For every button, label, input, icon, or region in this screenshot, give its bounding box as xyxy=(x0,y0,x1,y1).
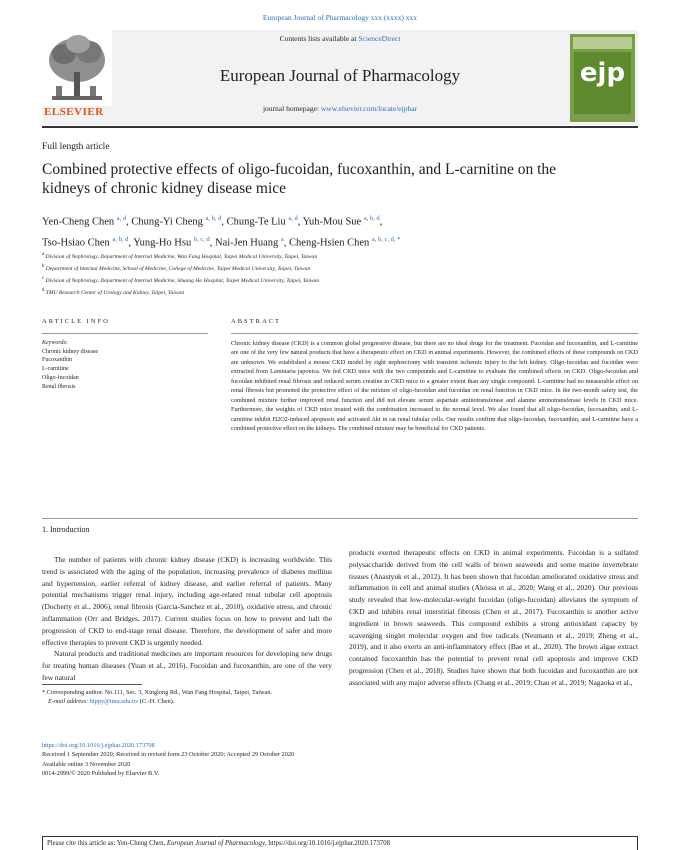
author-affiliation-marker[interactable]: a, b, d xyxy=(363,215,380,222)
affiliations xyxy=(42,250,642,297)
author-line-1 xyxy=(42,210,642,231)
publication-info xyxy=(42,741,602,778)
intro-paragraph-2: Natural products and traditional medicines are important resources for developing new drugs for treating human diseases (Yuan et al., 2016). Fucoidan and fucoxanthin, are one of the very few natural xyxy=(42,649,332,682)
article-type: Full length article xyxy=(42,142,110,152)
doi-link[interactable]: https://doi.org/10.1016/j.ejphar.2020.173708 xyxy=(42,742,155,749)
keyword-item: Chronic kidney disease xyxy=(42,348,98,355)
author-affiliation-marker[interactable]: a, d xyxy=(288,215,298,222)
author-name: , Cheng-Hsien Chen xyxy=(283,237,372,248)
article-info-rule xyxy=(42,333,208,334)
intro-paragraph-3: products exerted therapeutic effects on CKD in animal experiments. Fucoidan is a sulfated polysaccharide derived from the cell walls of brown seaweeds and some marine invertebrate tissues (Anastyuk et al., 2012). It has been shown that fucoidan ameliorated oxidative stress and inflammation in cell and animal studies (Aleissa et al., 2020; Wang et al., 2020). Our previous study revealed that low-molecular-weight fucoidan (oligo-fucoidan) alleviates the symptom of CKD and inhibits renal interstitial fibrosis (Chen et al., 2017). Fucoxanthin is another active ingredient in brown seaweeds. This compound exhibits a strong antioxidant capacity by scavenging singlet molecular oxygen and free radicals (Neumann et al., 2019; Zheng et al., 2019), and it also exerts an anti-inflammatory effect (Bae et al., 2020). The brown algae extract contained fucoxanthin has the potential to prevent renal cell apoptosis and improve CKD progression (Chen et al., 2018). Studies have shown that both fucoidan and fucoxanthin are not associated with any major adverse effects (Chang et al., 2019; Chau et al., 2019; Nagaoka et al., xyxy=(349,548,638,687)
email-label: E-mail address: xyxy=(48,698,90,706)
author-list xyxy=(42,210,642,251)
author-affiliation-marker[interactable]: a, b, d xyxy=(112,235,129,243)
author-name: Tso-Hsiao Chen xyxy=(42,237,113,248)
affiliation-item xyxy=(42,262,642,274)
article-title: Combined protective effects of oligo-fucoidan, fucoxanthin, and L-carnitine on the kidneys of chronic kidney disease mice xyxy=(42,161,557,197)
body-column-left xyxy=(42,554,332,684)
citation-box xyxy=(42,836,638,850)
journal-cover[interactable] xyxy=(570,34,635,122)
citation-suffix[interactable]: , https://doi.org/10.1016/j.ejphar.2020.173708 xyxy=(264,840,391,847)
corresponding-author: * Corresponding author. No.111, Sec. 3, Xinglong Rd., Wan Fang Hospital, Taipei, Taiwan. xyxy=(42,689,273,696)
abstract-heading: ABSTRACT xyxy=(231,318,281,325)
author-affiliation-marker[interactable]: a xyxy=(280,235,284,243)
affiliation-text: Division of Nephrology, Department of Internal Medicine, Shuang Ho Hospital, Taipei Medical University, Taipei, Taiwan xyxy=(44,277,320,284)
email-suffix: (C.-H. Chen). xyxy=(138,698,175,706)
author-name: , Chung-Yi Cheng xyxy=(126,216,206,228)
email-line xyxy=(42,697,602,706)
section-heading-introduction: 1. Introduction xyxy=(42,525,90,534)
affiliation-marker: a xyxy=(42,252,45,257)
author-affiliation-marker[interactable]: a, d xyxy=(116,215,127,222)
keywords-block xyxy=(42,339,212,391)
footnote-rule xyxy=(42,684,142,685)
body-column-right xyxy=(349,547,638,689)
affiliation-text: TMU Research Center of Urology and Kidney, Taipei, Taiwan xyxy=(44,289,185,296)
header-rule xyxy=(42,126,638,128)
cover-logo: ejp xyxy=(579,58,626,88)
homepage-prefix: journal homepage: xyxy=(262,104,321,113)
author-name: , Yuh-Mou Sue xyxy=(297,216,364,228)
homepage-line xyxy=(42,104,638,113)
keywords-label: Keywords: xyxy=(42,340,68,346)
keyword-item: Oligo-fucoidan xyxy=(42,374,79,381)
author-line-2 xyxy=(42,231,642,252)
author-affiliation-marker[interactable]: b, c, d xyxy=(193,235,210,243)
cover-banner xyxy=(573,37,632,49)
abstract-text: Chronic kidney disease (CKD) is a common global progressive disease, but there are no ideal drugs for the treatment. Fucoidan and fucoxanthin, and L-carnitine are one of the very few natural products that have a therapeutic effect on CKD in animal experiments. However, the combined effects of these compounds on CKD are unknown. We established a mouse CKD model by right nephrectomy with transient ischemic injury to the left kidney. Oligo-fucoidan and fucoidan were extracted from Laminaria japonica. We fed CKD mice with the two compounds and L-carnitine to evaluate the combined effects on CKD. Oligo-fucoidan and fucoidan inhibited renal fibrosis and reduced serum creatine in CKD mice to a greater extent than any single compound. L-carnitine had no measurable effect on renal fibrosis but promoted the protective effect of the mixture of oligo-fucoidan and fucoidan on renal function in CKD mice. In the two-month safety test, the combined mixture further improved renal function and did not elevate serum aspartate aminotransferase and alanine aminotransferase levels in CKD mice. Furthermore, the weights of CKD mice treated with the combination increased to the normal level. We also found that all oligo-fucoidan, fucoxanthin, and L-carnitine inhibit H2O2-induced apoptosis and activated Akt in rat renal tubular cells. Our results confirm that oligo-fucoidan, fucoxanthin, and L-carnitine have a combined protective effect on the kidneys. The combined mixture may be beneficial for CKD patients. xyxy=(231,340,638,433)
author-name: Yen-Cheng Chen xyxy=(42,216,117,228)
affiliation-marker: c xyxy=(42,275,45,281)
affiliation-marker: b xyxy=(42,263,45,269)
author-name: , xyxy=(379,216,383,228)
contents-prefix: Contents lists available at xyxy=(279,34,359,43)
intro-paragraph-1: The number of patients with chronic kidney disease (CKD) is increasing worldwide. This trend is associated with the aging of the population, increasing prevalence of diabetes mellitus and hypertension, earlier referral of kidney disease, and earlier referral of patients. Many potential mechanisms trigger renal injury, including age-related renal tubular cell apoptosis (Docherty et al., 2006), renal fibrosis (Garcia-Sanchez et al., 2010), oxidative stress, and chronic inflammation (Orr and Bridges, 2017). Current studies focus on how to prevent and halt the progression of CKD to end-stage renal disease. Therefore, the development of safer and more effective therapies to prevent CKD is urgently needed. xyxy=(42,555,332,647)
journal-header xyxy=(42,30,638,125)
author-name: , Yung-Ho Hsu xyxy=(128,237,194,248)
keyword-item: Renal fibrosis xyxy=(42,383,76,390)
author-affiliation-marker[interactable]: a, b, c, d, * xyxy=(371,235,401,243)
homepage-link[interactable]: www.elsevier.com/locate/ejphar xyxy=(320,104,418,113)
affiliation-item xyxy=(42,274,642,286)
affiliation-marker: d xyxy=(42,287,45,293)
sciencedirect-link[interactable]: ScienceDirect xyxy=(358,34,401,43)
keyword-item: L-carnitine xyxy=(42,366,69,373)
journal-title: European Journal of Pharmacology xyxy=(219,66,461,85)
affiliation-text: Department of Internal Medicine, School of Medicine, College of Medicine, Taipei Medical University, Taipei, Taiwan xyxy=(44,265,311,272)
cover-panel xyxy=(574,52,631,114)
affiliation-text: Division of Nephrology, Department of Internal Medicine, Wan Fang Hospital, Taipei Medical University, Taipei, Taiwan xyxy=(44,253,318,260)
footnote xyxy=(42,688,602,706)
abstract-rule xyxy=(231,333,638,334)
keywords-list xyxy=(42,348,212,392)
issn-copyright: 0014-2999/© 2020 Published by Elsevier B.V. xyxy=(42,769,160,777)
article-info-heading: ARTICLE INFO xyxy=(42,318,110,325)
abstract-bottom-rule xyxy=(42,518,638,519)
affiliation-item xyxy=(42,250,642,262)
email-link[interactable]: hippy@tmu.edu.tw xyxy=(89,698,139,706)
citation-journal: European Journal of Pharmacology xyxy=(166,840,265,847)
author-name: , Nai-Jen Huang xyxy=(209,237,281,248)
author-name: , Chung-Te Liu xyxy=(221,216,289,228)
publisher-name: ELSEVIER xyxy=(44,106,104,118)
keyword-item: Fucoxanthin xyxy=(42,357,72,364)
journal-reference[interactable]: European Journal of Pharmacology xxx (xxxx) xxx xyxy=(262,13,418,22)
author-affiliation-marker[interactable]: a, b, d xyxy=(205,215,222,222)
available-online: Available online 3 November 2020 xyxy=(42,760,131,768)
affiliation-item xyxy=(42,286,642,298)
received-dates: Received 1 September 2020; Received in revised form 23 October 2020; Accepted 29 October 2020 xyxy=(42,751,295,759)
contents-line xyxy=(42,34,638,43)
citation-prefix: Please cite this article as: Yen-Cheng Chen, xyxy=(47,840,167,847)
